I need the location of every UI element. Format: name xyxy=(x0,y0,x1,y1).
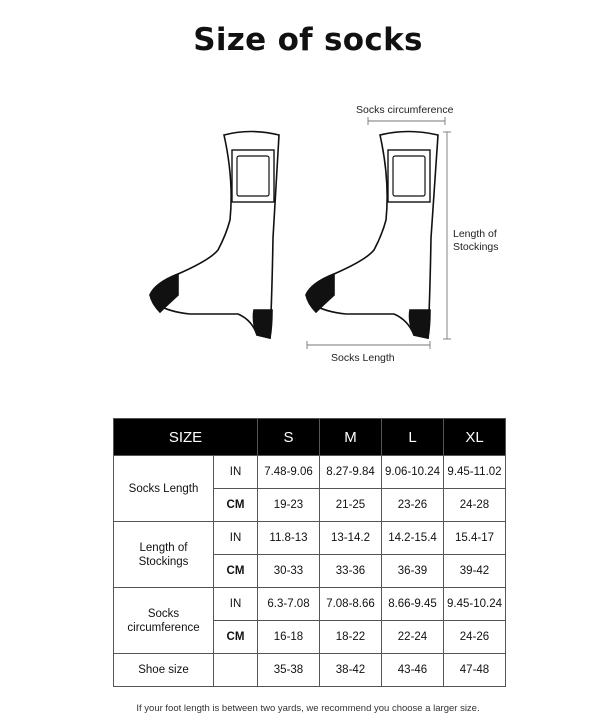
table-cell: 43-46 xyxy=(382,654,444,687)
table-cell: 33-36 xyxy=(320,555,382,588)
table-cell: 39-42 xyxy=(444,555,506,588)
unit-in: IN xyxy=(214,456,258,489)
table-cell: 16-18 xyxy=(258,621,320,654)
table-cell: 35-38 xyxy=(258,654,320,687)
row-label-text: Stockings xyxy=(138,555,189,568)
table-cell: 47-48 xyxy=(444,654,506,687)
table-cell: 7.48-9.06 xyxy=(258,456,320,489)
size-header-l: L xyxy=(382,419,444,456)
row-label-text: Socks xyxy=(147,607,180,620)
table-cell: 36-39 xyxy=(382,555,444,588)
unit-in: IN xyxy=(214,522,258,555)
size-header-row xyxy=(114,419,506,456)
socks-length-in-row xyxy=(114,456,506,489)
table-cell: 6.3-7.08 xyxy=(258,588,320,621)
table-cell: 9.06-10.24 xyxy=(382,456,444,489)
table-cell: 15.4-17 xyxy=(444,522,506,555)
unit-cm: CM xyxy=(214,489,258,522)
left-sock-icon xyxy=(150,132,279,339)
table-cell: 23-26 xyxy=(382,489,444,522)
table-cell: 19-23 xyxy=(258,489,320,522)
size-header: SIZE xyxy=(114,419,258,456)
stocking-length-measure-line xyxy=(443,132,451,339)
unit-in: IN xyxy=(214,588,258,621)
table-cell: 30-33 xyxy=(258,555,320,588)
table-cell: 21-25 xyxy=(320,489,382,522)
size-header-s: S xyxy=(258,419,320,456)
page-title: Size of socks xyxy=(193,22,423,58)
circumference-measure-line xyxy=(368,117,445,125)
size-table xyxy=(113,418,506,687)
shoe-size-row xyxy=(114,654,506,687)
sock-illustrations xyxy=(0,90,616,380)
stocking-length-row-label xyxy=(114,522,214,588)
table-cell: 24-28 xyxy=(444,489,506,522)
size-header-m: M xyxy=(320,419,382,456)
sock-diagram xyxy=(0,90,616,380)
table-cell: 9.45-10.24 xyxy=(444,588,506,621)
table-cell: 18-22 xyxy=(320,621,382,654)
table-cell: 13-14.2 xyxy=(320,522,382,555)
table-cell: 22-24 xyxy=(382,621,444,654)
footnote: If your foot length is between two yards, we recommend you choose a larger size. xyxy=(136,703,480,714)
table-cell: 9.45-11.02 xyxy=(444,456,506,489)
circumference-in-row xyxy=(114,588,506,621)
socks-length-label xyxy=(114,456,214,522)
stocking-length-label-line2: Stockings xyxy=(453,241,499,253)
table-cell: 8.66-9.45 xyxy=(382,588,444,621)
table-cell: 7.08-8.66 xyxy=(320,588,382,621)
empty-unit-cell xyxy=(214,654,258,687)
table-cell: 24-26 xyxy=(444,621,506,654)
unit-cm: CM xyxy=(214,555,258,588)
unit-cm: CM xyxy=(214,621,258,654)
size-header-xl: XL xyxy=(444,419,506,456)
sock-length-label: Socks Length xyxy=(331,352,395,364)
table-cell: 11.8-13 xyxy=(258,522,320,555)
shoe-size-label: Shoe size xyxy=(114,654,214,687)
circumference-row-label xyxy=(114,588,214,654)
table-cell: 14.2-15.4 xyxy=(382,522,444,555)
row-label-text: circumference xyxy=(127,621,200,634)
row-label-text: Length of xyxy=(139,541,188,554)
row-label-text: Socks Length xyxy=(128,482,199,495)
table-cell: 8.27-9.84 xyxy=(320,456,382,489)
sock-length-measure-line xyxy=(307,341,430,349)
table-cell: 38-42 xyxy=(320,654,382,687)
stocking-length-in-row xyxy=(114,522,506,555)
right-sock-icon xyxy=(306,132,438,339)
circumference-label: Socks circumference xyxy=(356,104,454,116)
stocking-length-label-line1: Length of xyxy=(453,228,497,240)
